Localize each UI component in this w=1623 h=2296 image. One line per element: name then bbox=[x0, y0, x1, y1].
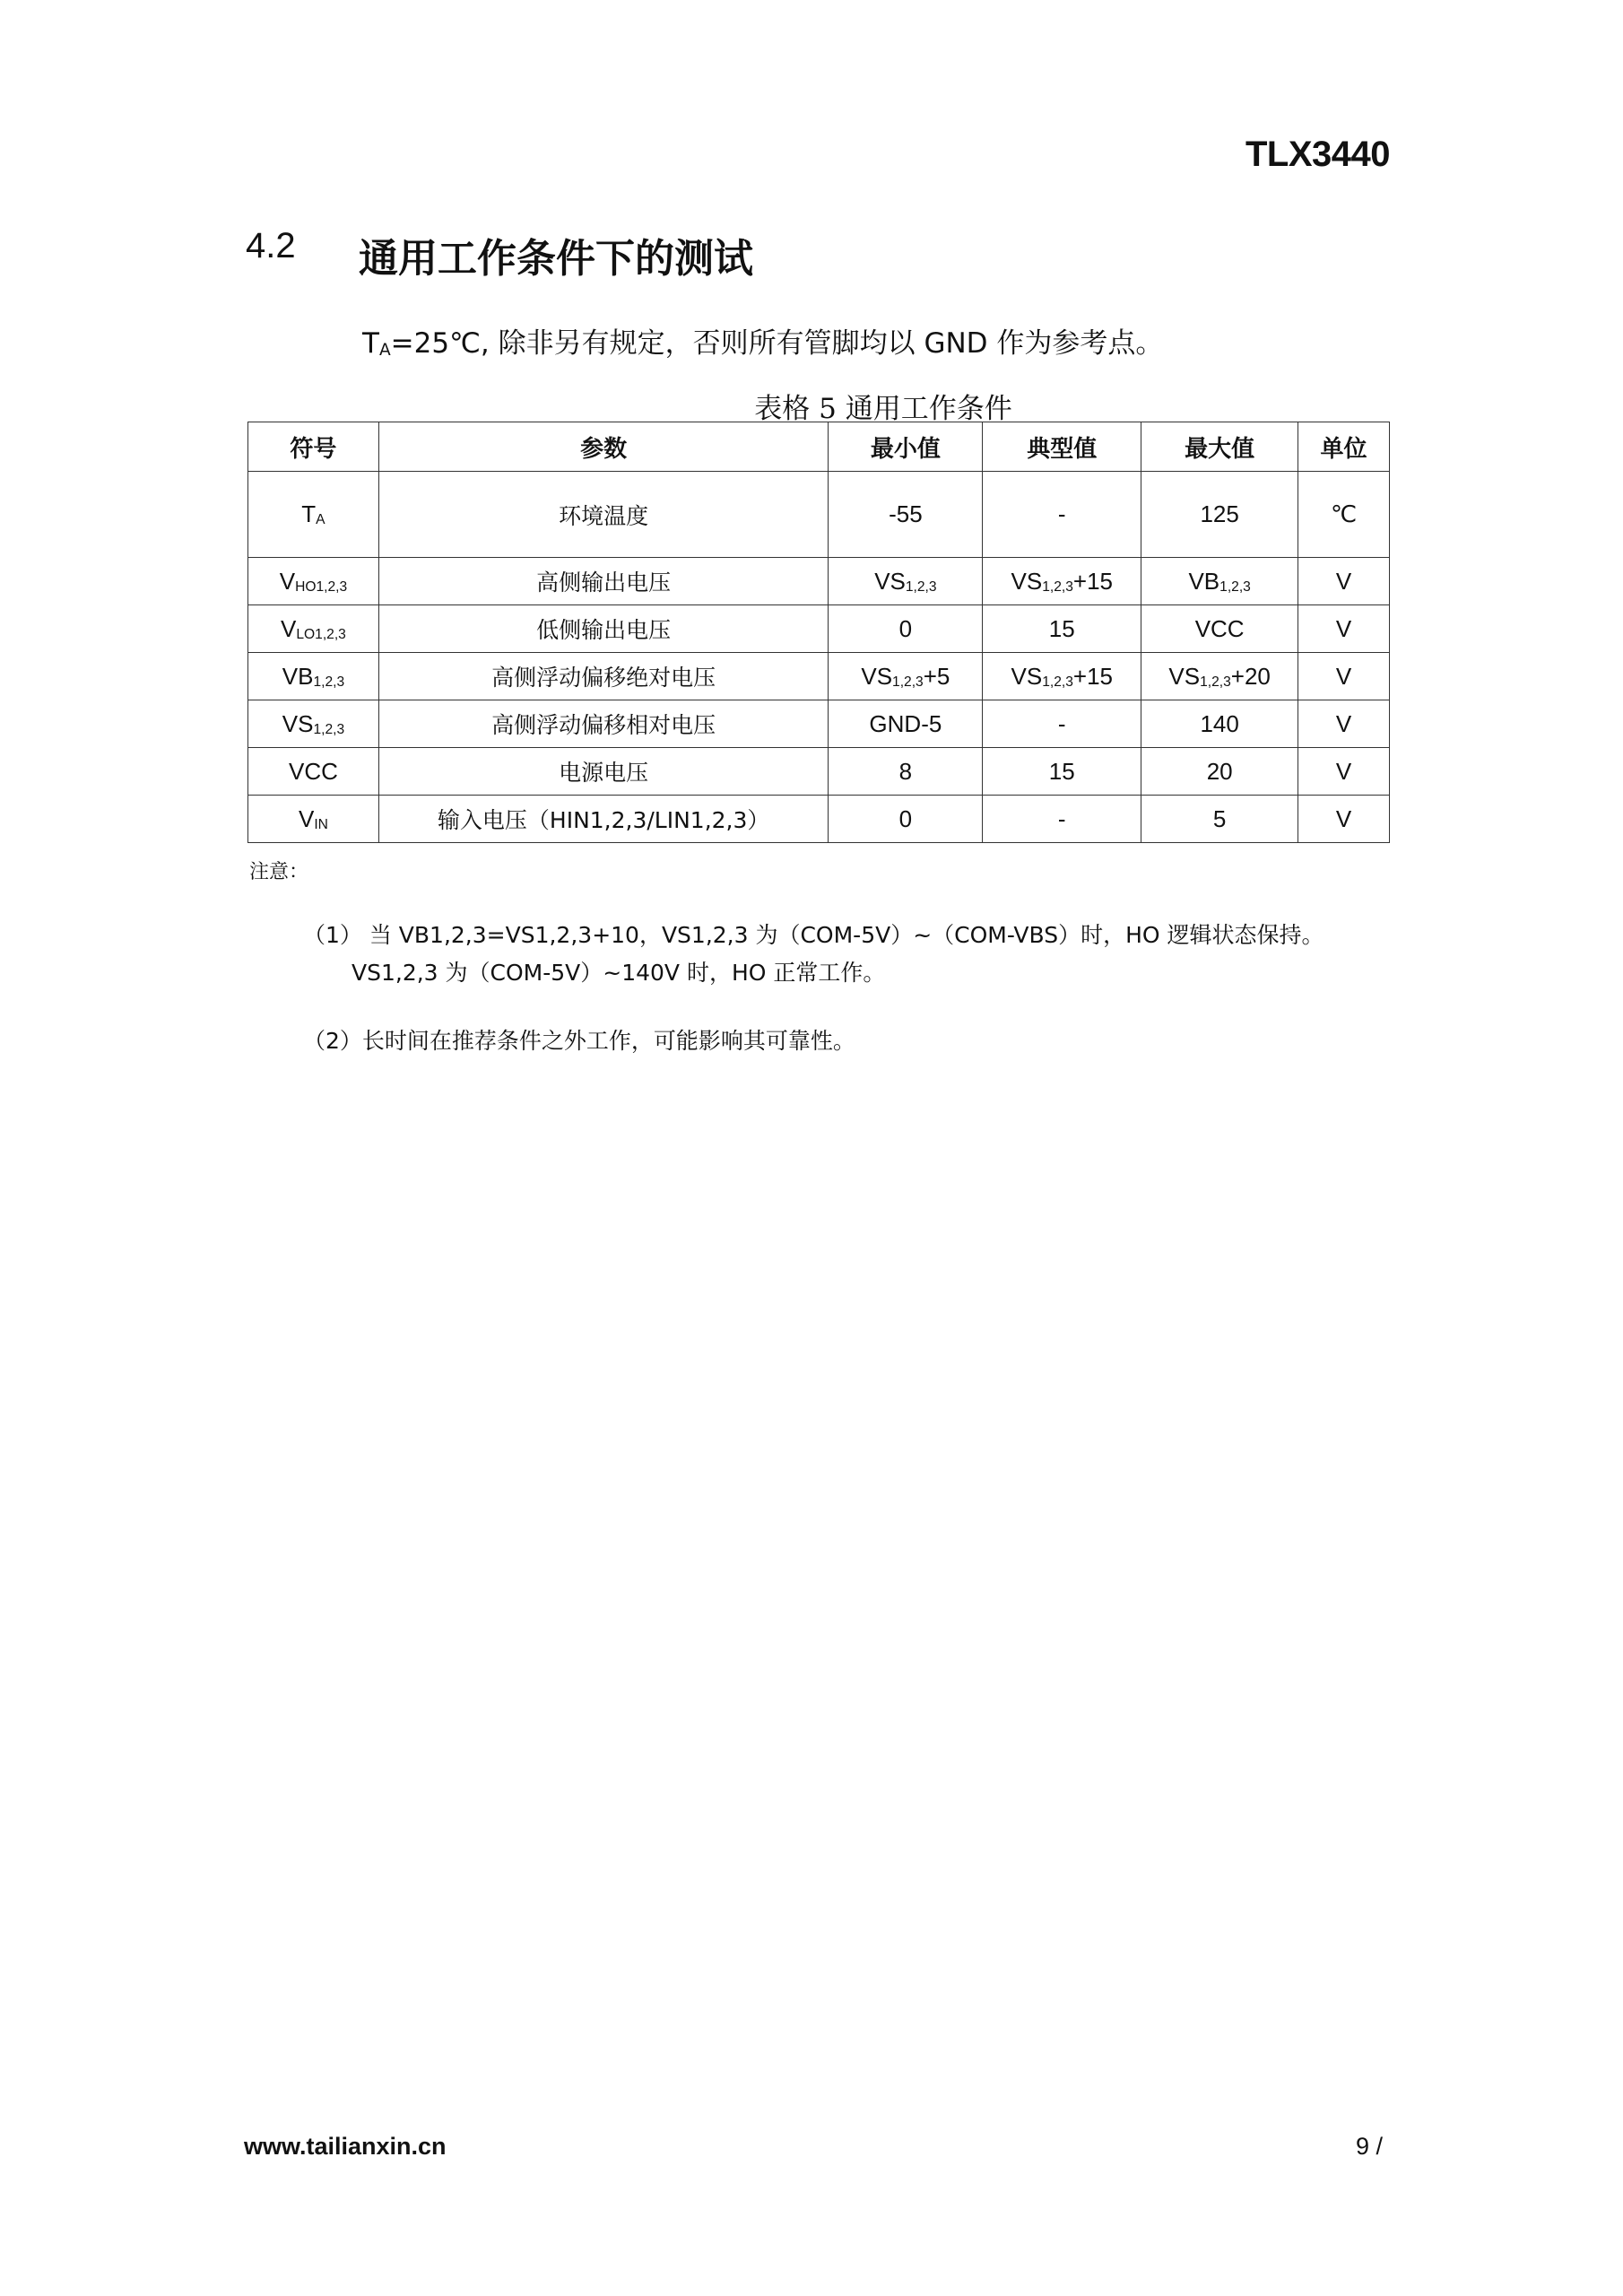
cell-max: 140 bbox=[1141, 700, 1298, 748]
cell-symbol: $VB_{1,2,3}$ bbox=[248, 653, 379, 700]
cell-unit: V bbox=[1298, 748, 1390, 796]
cell-min: 8 bbox=[829, 748, 983, 796]
cell-typ: - bbox=[983, 472, 1141, 558]
table-header-row bbox=[248, 422, 1390, 472]
header-symbol: 符号 bbox=[248, 422, 379, 472]
header-max: 最大值 bbox=[1141, 422, 1298, 472]
footer-page-number: 9 / bbox=[1355, 2133, 1383, 2160]
cell-max: 125 bbox=[1141, 472, 1298, 558]
footer-website-link[interactable]: www.tailianxin.cn bbox=[244, 2133, 447, 2160]
table-row bbox=[248, 700, 1390, 748]
cell-symbol: VCC bbox=[248, 748, 379, 796]
header-parameter: 参数 bbox=[378, 422, 829, 472]
table-row bbox=[248, 796, 1390, 843]
notes-label: 注意： bbox=[249, 861, 309, 883]
intro-ta-sub: A bbox=[378, 340, 391, 360]
cell-typ: 15 bbox=[983, 605, 1141, 653]
section-title: 通用工作条件下的测试 bbox=[359, 236, 753, 282]
intro-text bbox=[362, 320, 1163, 361]
cell-max: 5 bbox=[1141, 796, 1298, 843]
cell-symbol: $V_{LO1,2,3}$ bbox=[248, 605, 379, 653]
table-row bbox=[248, 748, 1390, 796]
header-min: 最小值 bbox=[829, 422, 983, 472]
cell-parameter: 高侧浮动偏移绝对电压 bbox=[378, 653, 829, 700]
header-typ: 典型值 bbox=[983, 422, 1141, 472]
cell-unit: V bbox=[1298, 700, 1390, 748]
cell-min: -55 bbox=[829, 472, 983, 558]
table-row bbox=[248, 472, 1390, 558]
cell-max: $VS_{1,2,3}+20$ bbox=[1141, 653, 1298, 700]
intro-ta: T bbox=[362, 327, 379, 360]
cell-parameter: 环境温度 bbox=[378, 472, 829, 558]
cell-min: $VS_{1,2,3}+5$ bbox=[829, 653, 983, 700]
section-number: 4.2 bbox=[246, 226, 296, 265]
table-caption: 表格 5 通用工作条件 bbox=[754, 393, 1012, 425]
cell-symbol: $V_{IN}$ bbox=[248, 796, 379, 843]
cell-typ: - bbox=[983, 796, 1141, 843]
cell-unit: ℃ bbox=[1298, 472, 1390, 558]
cell-typ: $VS_{1,2,3}+15$ bbox=[983, 558, 1141, 605]
cell-unit: V bbox=[1298, 558, 1390, 605]
intro-body: =25℃, 除非另有规定，否则所有管脚均以 GND 作为参考点。 bbox=[390, 327, 1164, 360]
note-1-line-1: （1） 当 VB1,2,3=VS1,2,3+10，VS1,2,3 为（COM-5V）~（COM-VBS）时，HO 逻辑状态保持。 bbox=[303, 922, 1324, 948]
operating-conditions-table bbox=[247, 422, 1390, 843]
cell-max: VCC bbox=[1141, 605, 1298, 653]
table-caption-wrap bbox=[0, 386, 1623, 426]
cell-max: $VB_{1,2,3}$ bbox=[1141, 558, 1298, 605]
table-row bbox=[248, 605, 1390, 653]
cell-max: 20 bbox=[1141, 748, 1298, 796]
cell-symbol: $V_{HO1,2,3}$ bbox=[248, 558, 379, 605]
cell-symbol: $T_A$ bbox=[248, 472, 379, 558]
cell-parameter: 高侧输出电压 bbox=[378, 558, 829, 605]
cell-parameter: 高侧浮动偏移相对电压 bbox=[378, 700, 829, 748]
cell-min: GND-5 bbox=[829, 700, 983, 748]
note-1-line-2: VS1,2,3 为（COM-5V）~140V 时，HO 正常工作。 bbox=[352, 960, 886, 986]
cell-typ: 15 bbox=[983, 748, 1141, 796]
cell-unit: V bbox=[1298, 605, 1390, 653]
table-row bbox=[248, 653, 1390, 700]
table-row bbox=[248, 558, 1390, 605]
note-2: （2）长时间在推荐条件之外工作，可能影响其可靠性。 bbox=[303, 1028, 855, 1054]
cell-unit: V bbox=[1298, 796, 1390, 843]
cell-parameter: 低侧输出电压 bbox=[378, 605, 829, 653]
cell-min: 0 bbox=[829, 796, 983, 843]
cell-typ: - bbox=[983, 700, 1141, 748]
cell-symbol: $VS_{1,2,3}$ bbox=[248, 700, 379, 748]
header-unit: 单位 bbox=[1298, 422, 1390, 472]
cell-min: 0 bbox=[829, 605, 983, 653]
cell-unit: V bbox=[1298, 653, 1390, 700]
cell-parameter: 电源电压 bbox=[378, 748, 829, 796]
document-title: TLX3440 bbox=[1245, 135, 1390, 174]
cell-min: $VS_{1,2,3}$ bbox=[829, 558, 983, 605]
cell-parameter: 输入电压（HIN1,2,3/LIN1,2,3） bbox=[378, 796, 829, 843]
cell-typ: $VS_{1,2,3}+15$ bbox=[983, 653, 1141, 700]
